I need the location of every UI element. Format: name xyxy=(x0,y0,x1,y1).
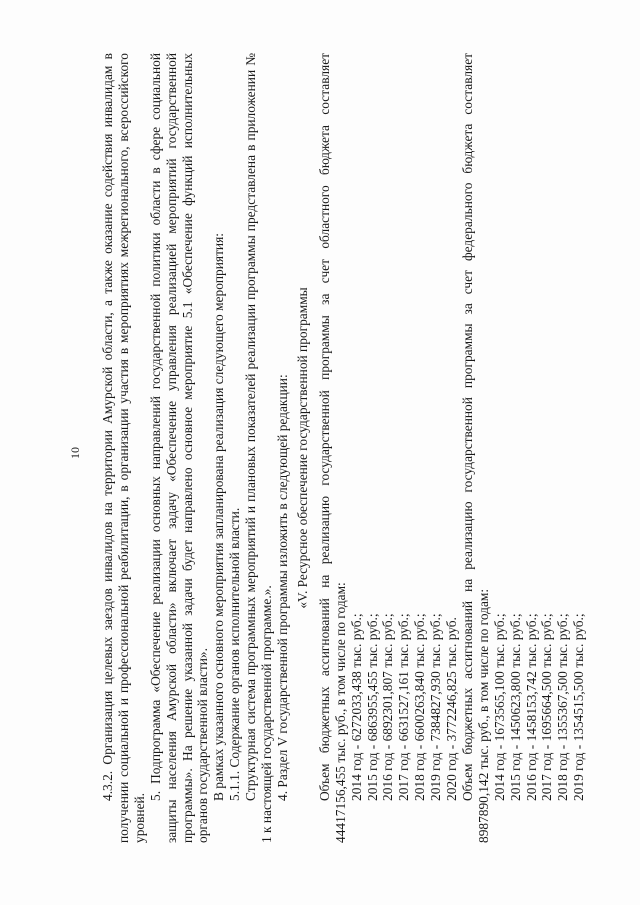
federal-budget-list xyxy=(492,53,587,843)
list-item: 2014 год - 1673565,100 тыс. руб.; xyxy=(491,612,507,801)
list-item: 2015 год - 6863955,455 тыс. руб.; xyxy=(364,612,380,801)
list-item: 2019 год - 7384827,930 тыс. руб.; xyxy=(428,612,444,801)
paragraph-within-activity: В рамках указанного основного мероприятия запланирована реализация следующего мероприятия: xyxy=(211,232,227,801)
paragraph-structural-system: Структурная система программных мероприятий и плановых показателей реализации программы представлена в приложении № 1 к настоящей государственной программе.». xyxy=(243,52,275,843)
list-item: 2020 год - 3772246,825 тыс. руб. xyxy=(444,616,460,801)
list-item: 2017 год - 1695664,500 тыс. руб.; xyxy=(539,612,555,801)
document-body xyxy=(100,53,587,843)
list-item: 2018 год - 1355367,500 тыс. руб.; xyxy=(555,612,571,801)
paragraph-subprogram-5: 5. Подпрограмма «Обеспечение реализации основных направлений государственной политики области в сфере социальной защиты населения Амурской области» включает задачу «Обеспечение управления реализацией мероприятий государственной программы». На решение указанной задачи будет направлено основное мероприятие 5.1 «Обеспечение функций исполнительных органов государственной власти». xyxy=(147,52,211,843)
list-item: 2014 год - 6272033,438 тыс. руб.; xyxy=(348,612,364,801)
list-item: 2016 год - 1458153,742 тыс. руб.; xyxy=(523,612,539,801)
rotated-sheet xyxy=(40,38,600,868)
page-number: 10 xyxy=(68,446,82,459)
list-item: 2016 год - 6892301,807 тыс. руб.; xyxy=(380,612,396,801)
section-heading: «V. Ресурсное обеспечение государственной программы xyxy=(294,286,310,609)
regional-budget-list xyxy=(349,53,460,843)
list-item: 2019 год - 1354515,500 тыс. руб.; xyxy=(571,612,587,801)
list-item: 2015 год - 1450623,800 тыс. руб.; xyxy=(507,612,523,801)
paragraph-5-1-1: 5.1.1. Содержание органов исполнительной власти. xyxy=(227,507,243,801)
paragraph-4-3-2: 4.3.2. Организация целевых заездов инвалидов на территории Амурской области, а также оказание содействия инвалидам в получении социальной и профессиональной реабилитации, в организации участия в мероприятиях межрегионального, всероссийского уровней. xyxy=(100,52,147,843)
paragraph-regional-budget: Объем бюджетных ассигнований на реализацию государственной программы за счет областного бюджета составляет 44417156,455 тыс. руб., в том числе по годам: xyxy=(316,52,348,843)
list-item: 2018 год - 6600263,840 тыс. руб.; xyxy=(412,612,428,801)
paragraph-federal-budget: Объем бюджетных ассигнований на реализацию государственной программы за счет федерального бюджета составляет 8987890,142 тыс. руб., в том числе по годам: xyxy=(459,52,491,843)
paragraph-section-v-amend: 4. Раздел V государственной программы изложить в следующей редакции: xyxy=(274,373,290,801)
list-item: 2017 год - 6631527,161 тыс. руб.; xyxy=(396,612,412,801)
